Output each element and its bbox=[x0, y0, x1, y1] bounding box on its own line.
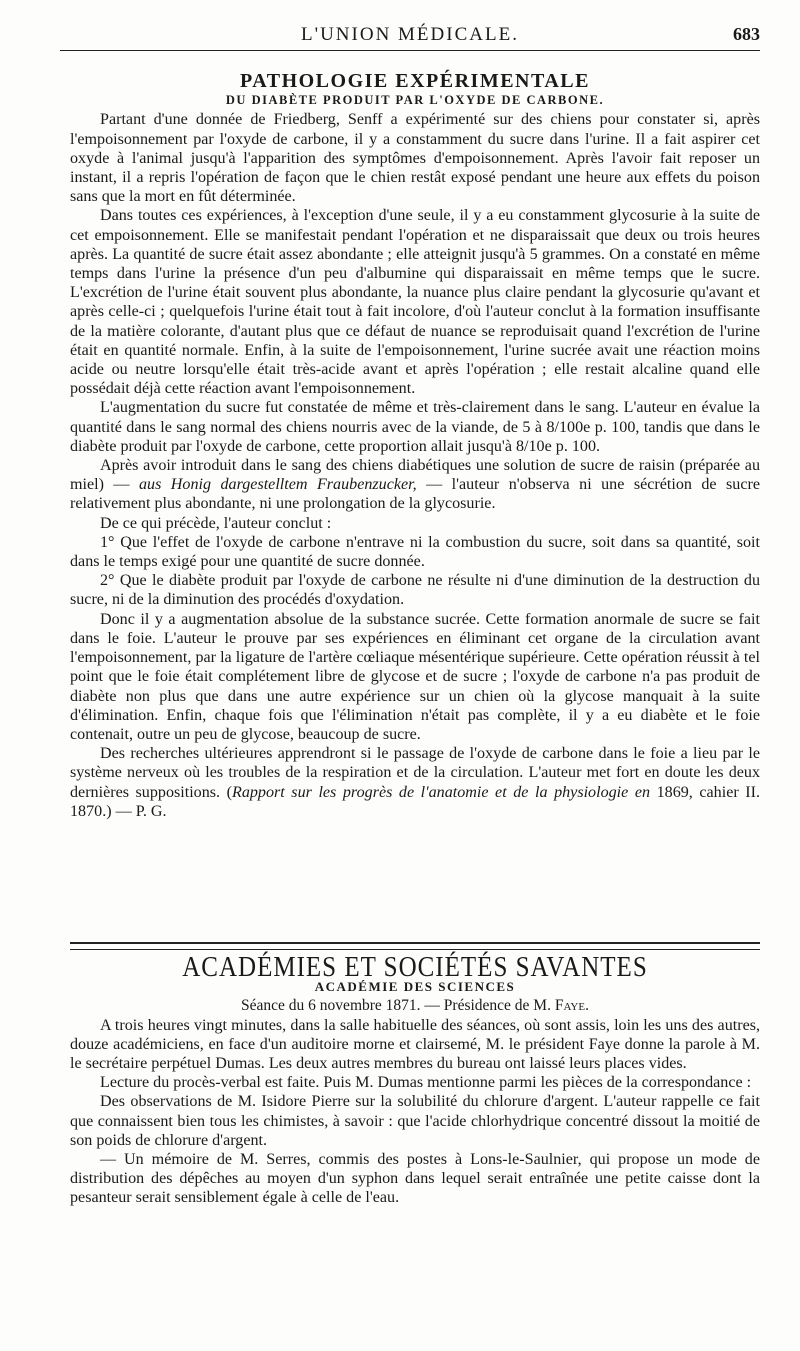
article-academies bbox=[70, 951, 760, 1208]
academy-name: ACADÉMIE DES SCIENCES bbox=[314, 979, 516, 995]
president-name: Faye bbox=[554, 997, 586, 1015]
seance-line bbox=[70, 996, 760, 1015]
paragraph: L'augmentation du sucre fut constatée de même et très-clairement dans le sang. L'auteur en évalue la quantité dans le sang normal des chiens nourris avec de la viande, de 5 à 8/100e p. 100, tandis que dans le diabète produit par l'oxyde de carbone, cette proportion allait jusqu'à 8/10e p. 100. bbox=[70, 399, 760, 455]
running-header bbox=[60, 22, 760, 51]
paragraph: 1° Que l'effet de l'oxyde de carbone n'entrave ni la combustion du sucre, soit dans sa quantité, soit dans le temps exigé pour une quantité de sucre donnée. bbox=[70, 533, 760, 571]
paragraph: Des observations de M. Isidore Pierre sur la solubilité du chlorure d'argent. L'auteur rappelle ce fait que connaissent bien tous les chimistes, à savoir : que l'acide chlorhydrique concentré dissout la moitié de son poids de chlorure d'argent. bbox=[70, 1093, 760, 1149]
paragraph bbox=[70, 456, 760, 514]
article-pathologie bbox=[70, 72, 760, 821]
article-title-diabete: DU DIABÈTE PRODUIT PAR L'OXYDE DE CARBONE. bbox=[225, 93, 605, 108]
paragraph-text: Des recherches ultérieures apprendront si le passage de l'oxyde de carbone dans le foie a lieu par le système nerveux où les troubles de la respiration et de la circulation. L'auteur met fort en doute les deux dernières suppositions. ( bbox=[70, 745, 760, 801]
section-divider bbox=[70, 942, 760, 950]
paragraph: De ce qui précède, l'auteur conclut : bbox=[100, 514, 332, 532]
german-quote: aus Honig dargestelltem Fraubenzucker, bbox=[138, 476, 417, 494]
paragraph: Donc il y a augmentation absolue de la substance sucrée. Cette formation anormale de sucre se fait dans le foie. L'auteur le prouve par ses expériences en éliminant cet organe de la circulation avant l'empoisonnement, par la ligature de l'artère cœliaque mésentérique supérieure. Cette opération réussit à tel point que le foie était complétement libre de glycose et de sucre ; l'oxyde de carbone n'a pas produit de diabète non plus que dans une autre expérience sur un chien où la glycose manquait à la suite d'élimination. Enfin, chaque fois que l'élimination n'était pas complète, il y a eu diabète et le foie contenait, outre un peu de glycose, beaucoup de sucre. bbox=[70, 610, 760, 743]
section-title-pathologie: PATHOLOGIE EXPÉRIMENTALE bbox=[240, 70, 590, 92]
paragraph-text: Après avoir introduit dans le sang des chiens diabétiques une solution de sucre de raisin (préparée au miel) — bbox=[70, 457, 760, 494]
paragraph: Lecture du procès-verbal est faite. Puis M. Dumas mentionne parmi les pièces de la correspondance : bbox=[100, 1074, 752, 1092]
paragraph: — Un mémoire de M. Serres, commis des postes à Lons-le-Saulnier, qui propose un mode de distribution des dépêches au moyen d'un syphon dans lequel serait entraînée une petite caisse dont la pesanteur serait sensiblement égale à celle de l'eau. bbox=[70, 1151, 760, 1207]
page-number: 683 bbox=[733, 24, 760, 44]
seance-text: Séance du 6 novembre 1871. — Présidence de M. bbox=[241, 997, 555, 1015]
running-title: L'UNION MÉDICALE. bbox=[301, 24, 519, 45]
section-title-academies: ACADÉMIES ET SOCIÉTÉS SAVANTES bbox=[182, 951, 648, 984]
paragraph: Partant d'une donnée de Friedberg, Senff a expérimenté sur des chiens pour constater si, après l'empoisonnement par l'oxyde de carbone, il y a constamment du sucre dans l'urine. Il a fait aspirer cet oxyde à l'animal jusqu'à l'apparition des symptômes d'empoisonnement. Après l'avoir fait reposer un instant, il a repris l'opération de façon que le chien restât exposé pendant une heure aux effets du poison sans que la mort en fût déterminée. bbox=[70, 111, 760, 206]
paragraph: 2° Que le diabète produit par l'oxyde de carbone ne résulte ni d'une diminution de la destruction du sucre, ni de la diminution des procédés d'oxydation. bbox=[70, 572, 760, 609]
paragraph: Dans toutes ces expériences, à l'exception d'une seule, il y a eu constamment glycosurie à la suite de cet empoisonnement. Elle se manifestait pendant l'opération et ne disparaissait que deux ou trois heures après. La quantité de sucre était assez abondante ; elle atteignit jusqu'à 5 grammes. On a constaté en même temps dans l'urine la présence d'un peu d'albumine qui disparaissait en même temps que le sucre. L'excrétion de l'urine était souvent plus abondante, la nuance plus claire pendant la glycosurie qu'avant et après celle-ci ; quelquefois l'urine était tout à fait incolore, d'où l'auteur conclut à la formation insuffisante de la matière colorante, d'autant plus que ce défaut de nuance se reproduisait quand l'excrétion de l'urine était en quantité normale. Enfin, à la suite de l'empoisonnement, l'urine sucrée avait une réaction moins acide ou neutre lorsqu'elle était très-acide avant et après l'opération ; elle restait alcaline quand elle possédait déjà cette réaction avant l'empoisonnement. bbox=[70, 207, 760, 398]
seance-end: . bbox=[585, 997, 589, 1015]
source-citation: Rapport sur les progrès de l'anatomie et de la physiologie en bbox=[231, 783, 651, 801]
paragraph-text: — l'auteur n'observa ni une sécrétion de sucre relativement plus abondante, ni une prolongation de la glycosurie. bbox=[70, 476, 760, 513]
paragraph-text: 1869, cahier II. 1870.) — P. G. bbox=[70, 783, 761, 820]
paragraph: A trois heures vingt minutes, dans la salle habituelle des séances, où sont assis, loin les uns des autres, douze académiciens, en face d'un auditoire morne et clairsemé, M. le président Faye donne la parole à M. le secrétaire perpétuel Dumas. Les deux autres membres du bureau ont laissé leurs places vides. bbox=[70, 1016, 760, 1073]
paragraph bbox=[70, 744, 760, 821]
